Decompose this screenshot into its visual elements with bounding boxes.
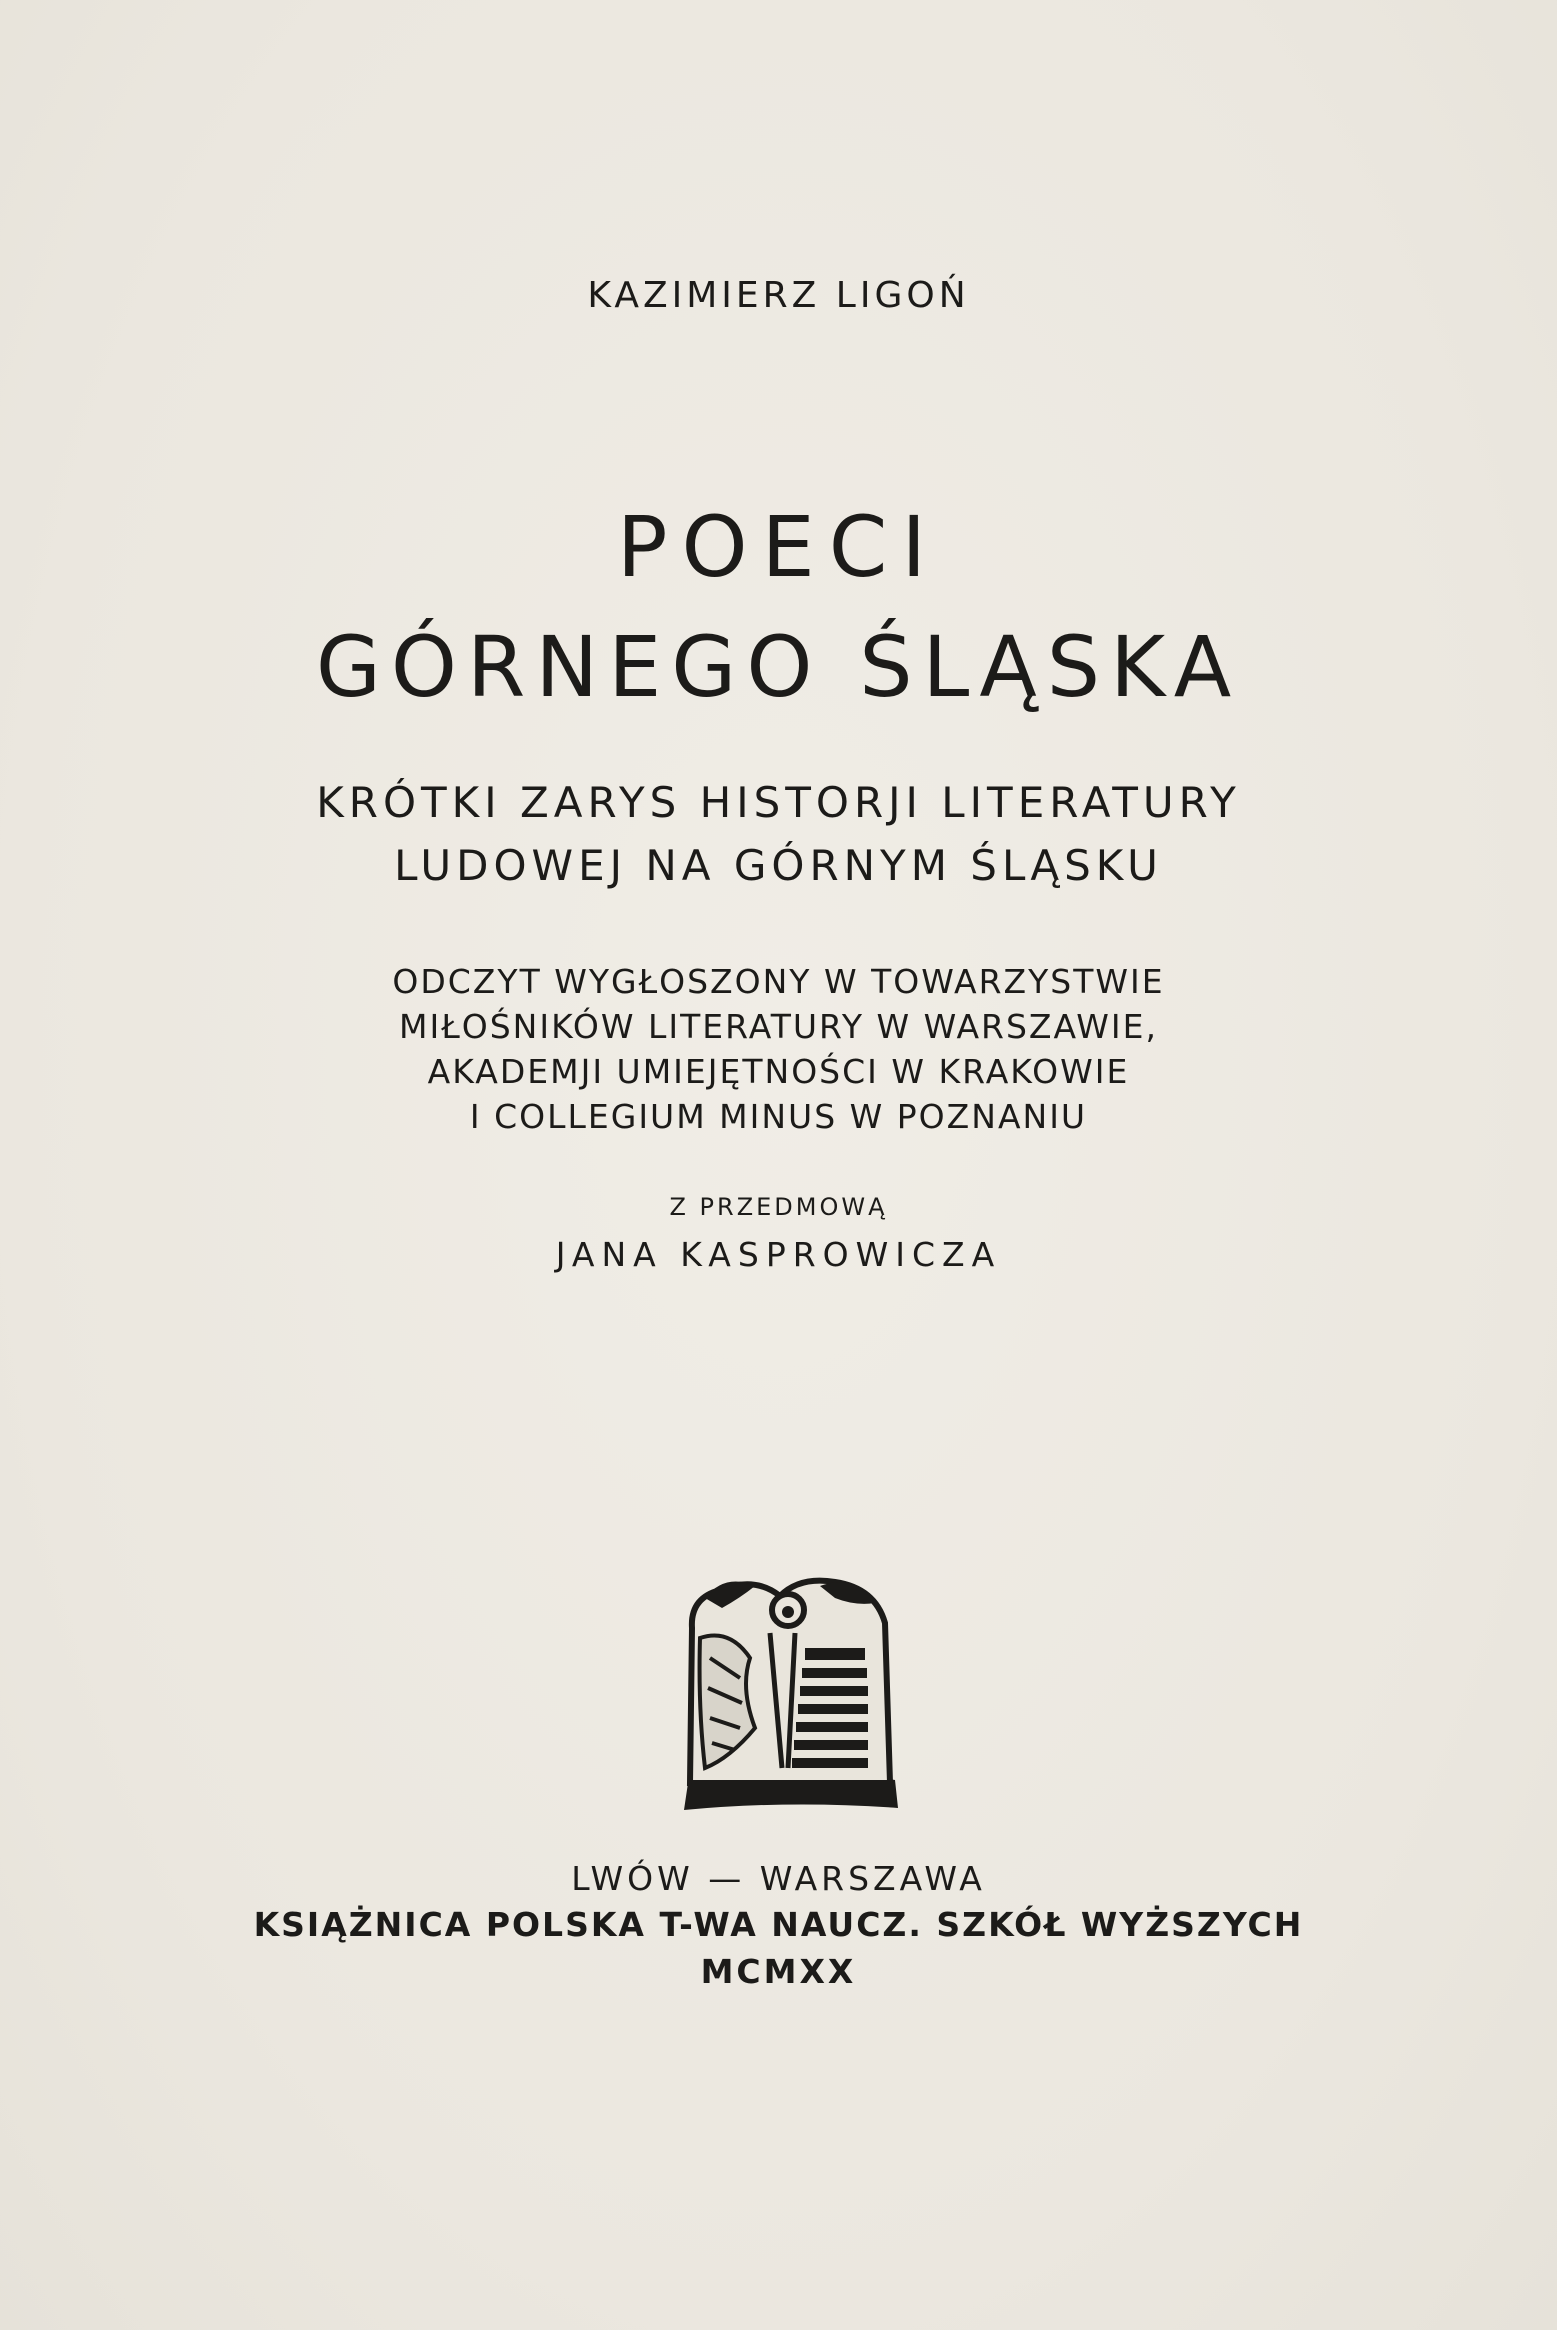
- subtitle-line-1: KRÓTKI ZARYS HISTORJI LITERATURY: [316, 778, 1241, 827]
- preface-label: Z PRZEDMOWĄ: [669, 1193, 888, 1221]
- lecture-note-line-3: AKADEMJI UMIEJĘTNOŚCI W KRAKOWIE: [427, 1052, 1130, 1091]
- lecture-note-line-4: I COLLEGIUM MINUS W POZNANIU: [469, 1097, 1088, 1136]
- lecture-note-line-2: MIŁOŚNIKÓW LITERATURY W WARSZAWIE,: [398, 1007, 1158, 1046]
- preface-author: JANA KASPROWICZA: [555, 1235, 1002, 1274]
- imprint-year: MCMXX: [700, 1952, 857, 1991]
- lecture-note-line-1: ODCZYT WYGŁOSZONY W TOWARZYSTWIE: [392, 962, 1165, 1001]
- author-name: KAZIMIERZ LIGOŃ: [587, 275, 970, 316]
- publisher-emblem-icon: [670, 1568, 910, 1818]
- imprint-publisher: KSIĄŻNICA POLSKA T-WA NAUCZ. SZKÓŁ WYŻSZYCH: [253, 1905, 1304, 1944]
- imprint-places: LWÓW — WARSZAWA: [571, 1859, 986, 1898]
- book-title-line-1: POECI: [616, 498, 941, 596]
- subtitle-line-2: LUDOWEJ NA GÓRNYM ŚLĄSKU: [394, 841, 1163, 890]
- book-title-line-2: GÓRNEGO ŚLĄSKA: [315, 618, 1242, 716]
